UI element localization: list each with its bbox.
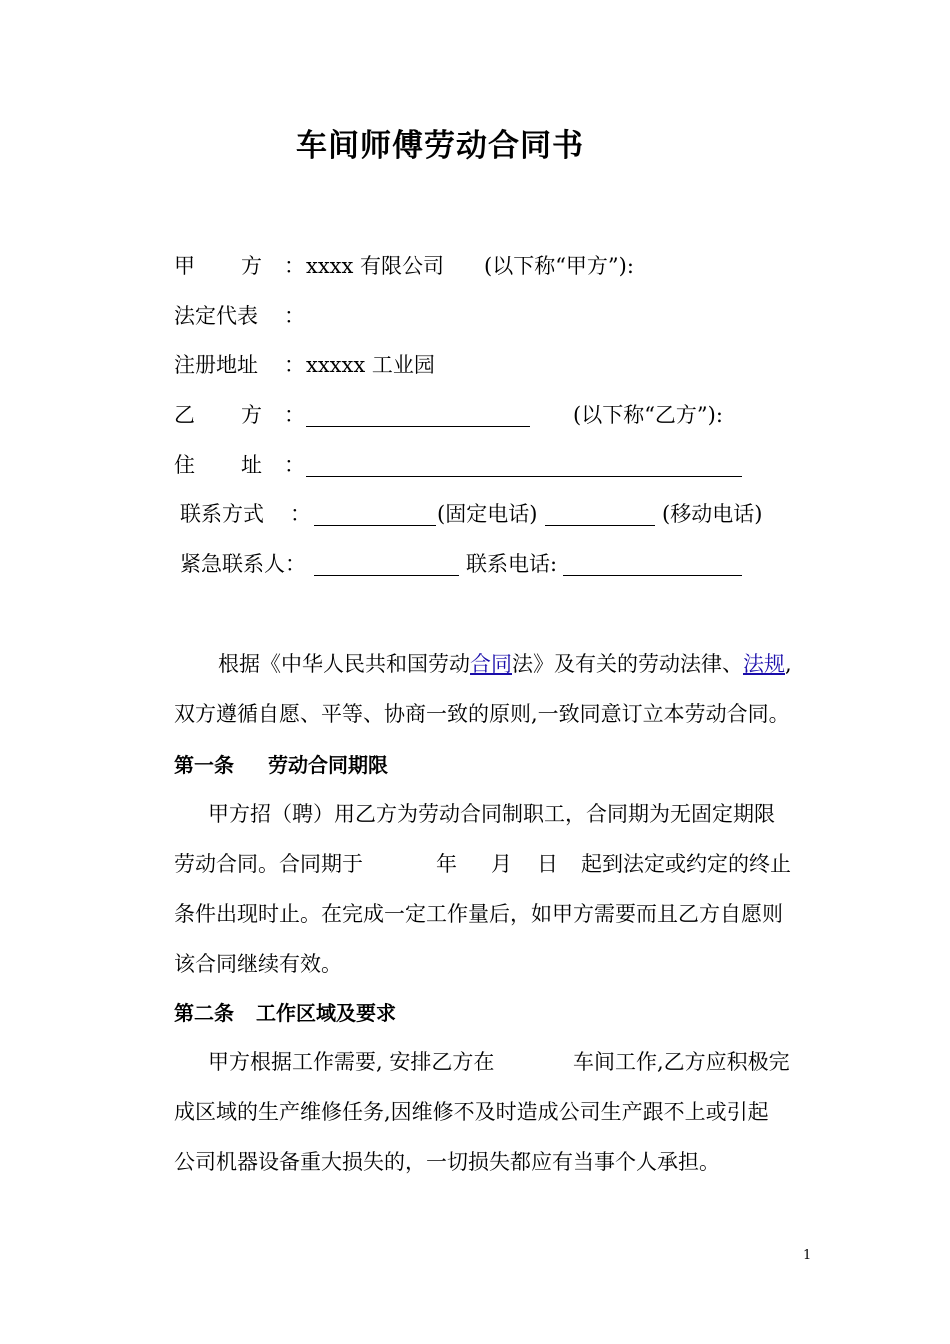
- emergency-label: 紧急联系人：: [180, 552, 306, 576]
- party-a-colon: ：: [284, 254, 305, 278]
- mobile-phone-blank[interactable]: [545, 503, 655, 526]
- article-1-line-1: 甲方招（聘）用乙方为劳动合同制职工，合同期为无固定期限: [208, 802, 775, 826]
- residence-label: 住: [174, 453, 195, 477]
- party-a-row: [174, 251, 262, 281]
- legal-rep-label: 法定代表: [174, 304, 258, 328]
- residence-row: [174, 450, 262, 480]
- emergency-phone-label: 联系电话:: [466, 552, 558, 576]
- regulations-link[interactable]: 法规: [743, 652, 785, 676]
- article-1-title: 劳动合同期限: [268, 753, 388, 777]
- party-a-value: xxxx 有限公司: [306, 254, 445, 278]
- article-1-line-2b: 起到法定或约定的终止: [581, 852, 791, 876]
- article-2-line-2: 成区域的生产维修任务,因维修不及时造成公司生产跟不上或引起: [174, 1100, 769, 1124]
- party-a-label: 甲: [174, 254, 195, 278]
- contact-label: 联系方式: [180, 502, 264, 526]
- intro-text-3: ,: [785, 652, 792, 676]
- article-1-line-2a: 劳动合同。合同期于: [174, 852, 363, 876]
- party-a-note: (以下称“甲方”):: [484, 254, 634, 278]
- address-label: 注册地址: [174, 353, 258, 377]
- intro-text-1: 根据《中华人民共和国劳动: [218, 652, 470, 676]
- party-a-label2: 方: [241, 254, 262, 278]
- address-colon: ：: [284, 353, 305, 377]
- intro-line-1: [218, 649, 792, 679]
- party-b-row: [174, 400, 262, 430]
- fixed-phone-label: (固定电话): [437, 502, 538, 526]
- mobile-phone-label: (移动电话): [662, 502, 763, 526]
- residence-blank[interactable]: [306, 454, 742, 477]
- intro-text-2: 法》及有关的劳动法律、: [512, 652, 743, 676]
- article-2-heading: [174, 998, 396, 1028]
- contract-link[interactable]: 合同: [470, 652, 512, 676]
- residence-colon: ：: [284, 453, 305, 477]
- party-b-label: 乙: [174, 403, 195, 427]
- article-2-title: 工作区域及要求: [256, 1001, 396, 1025]
- article-1-month: 月: [491, 852, 512, 876]
- emergency-contact-blank[interactable]: [314, 553, 459, 576]
- party-b-note: (以下称“乙方”):: [573, 403, 723, 427]
- contact-colon: ：: [290, 502, 311, 526]
- article-2-line-3: 公司机器设备重大损失的，一切损失都应有当事个人承担。: [174, 1150, 720, 1174]
- article-1-number: 第一条: [174, 753, 234, 777]
- article-2-line-1a: 甲方根据工作需要, 安排乙方在: [208, 1050, 495, 1074]
- article-1-day: 日: [537, 852, 558, 876]
- fixed-phone-blank[interactable]: [314, 503, 436, 526]
- article-1-heading: [174, 750, 388, 780]
- address-value: xxxxx 工业园: [306, 353, 435, 377]
- article-2-line-1b: 车间工作,乙方应积极完: [573, 1050, 790, 1074]
- party-b-blank[interactable]: [306, 404, 530, 427]
- article-2-number: 第二条: [174, 1001, 234, 1025]
- intro-line-2: 双方遵循自愿、平等、协商一致的原则,一致同意订立本劳动合同。: [174, 702, 790, 726]
- party-b-colon: ：: [284, 403, 305, 427]
- party-b-label2: 方: [241, 403, 262, 427]
- article-1-line-4: 该合同继续有效。: [174, 952, 342, 976]
- document-title: 车间师傅劳动合同书: [296, 128, 584, 164]
- emergency-phone-blank[interactable]: [563, 553, 742, 576]
- article-1-year: 年: [436, 852, 457, 876]
- page-number: 1: [803, 1248, 812, 1263]
- article-1-line-3: 条件出现时止。在完成一定工作量后，如甲方需要而且乙方自愿则: [174, 902, 783, 926]
- residence-label2: 址: [241, 453, 262, 477]
- legal-rep-colon: ：: [284, 304, 305, 328]
